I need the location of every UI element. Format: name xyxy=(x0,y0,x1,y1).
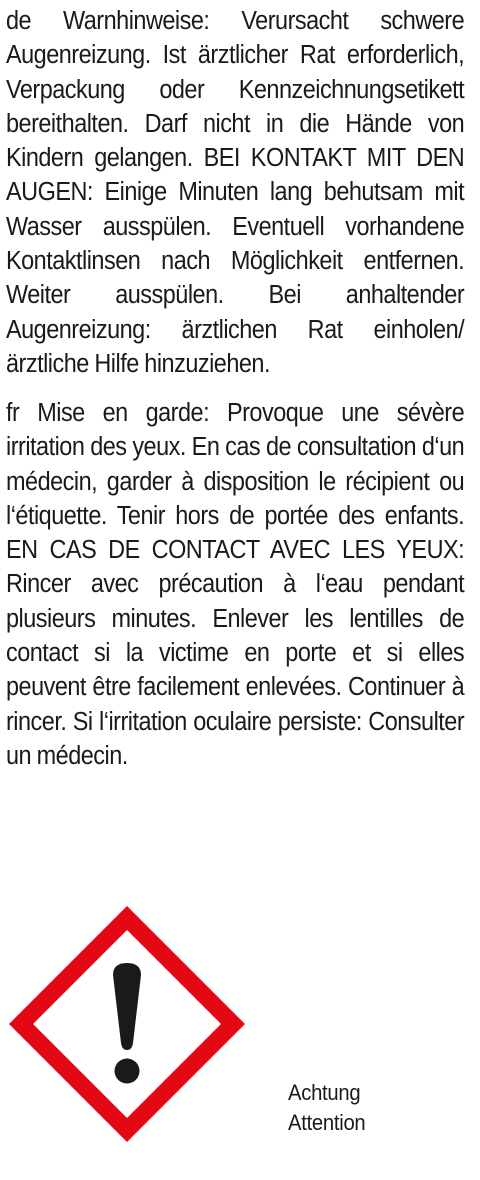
warning-paragraph-fr: fr Mise en garde: Provoque une sévère irritation des yeux. En cas de consultation d‘un médecin, garder à disposition le récipient ou l‘étiquette. Tenir hors de portée des enfants. EN CAS DE CONTACT AVEC LES YEUX: Rincer avec précaution à l‘eau pendant plusieurs minutes. Enlever les lentilles de contact si la victime en porte et si elles peuvent être facilement enlevées. Continuer à rincer. Si l‘irritation oculaire persiste: Consulter un médecin. xyxy=(6,399,465,770)
signal-words xyxy=(288,1078,365,1138)
exclamation-mark-hazard-icon xyxy=(6,903,248,1145)
signal-word-de: Achtung xyxy=(288,1080,361,1105)
warning-paragraph-de: de Warnhinweise: Verursacht schwere Augenreizung. Ist ärztlicher Rat erforderlich, Verpackung oder Kennzeichnungsetikett bereithalten. Darf nicht in die Hände von Kindern gelangen. BEI KONTAKT MIT DEN AUGEN: Einige Minuten lang behutsam mit Wasser ausspülen. Eventuell vorhandene Kontaktlinsen nach Möglichkeit entfernen. Weiter ausspülen. Bei anhaltender Augenreizung: ärztlichen Rat einholen/ärztliche Hilfe hinzuziehen. xyxy=(6,7,465,378)
signal-word-fr: Attention xyxy=(288,1110,366,1135)
